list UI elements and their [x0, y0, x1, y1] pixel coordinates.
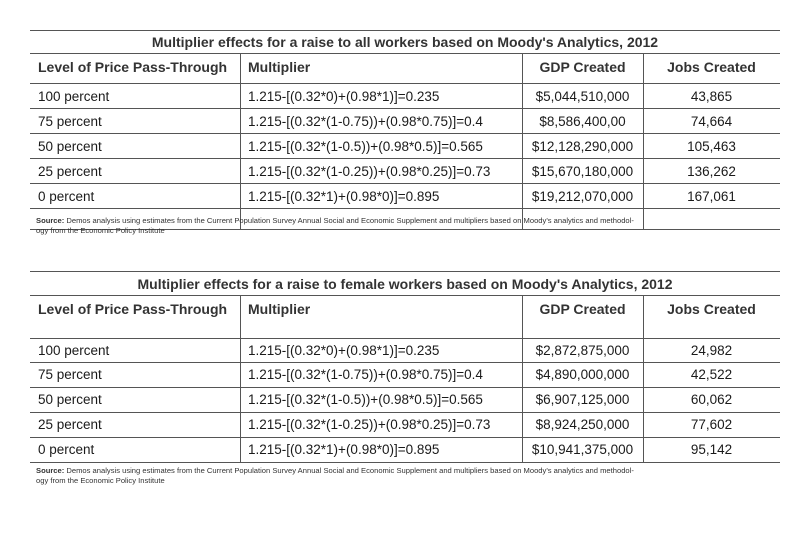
jobs-created-cell: 167,061: [687, 189, 736, 204]
gdp-created-cell: $8,924,250,000: [535, 417, 630, 432]
source-text-continued: ogy from the Economic Policy Institute: [36, 476, 165, 485]
column-header: Level of Price Pass-Through: [38, 59, 228, 75]
gdp-created-cell: $5,044,510,000: [535, 89, 630, 104]
gdp-created-cell: $15,670,180,000: [531, 164, 634, 179]
source-label: Source:: [36, 466, 65, 475]
jobs-created-cell: 43,865: [690, 89, 733, 104]
jobs-created-cell: 105,463: [687, 139, 736, 154]
price-pass-through-cell: 100 percent: [38, 89, 110, 104]
gdp-created-cell: $2,872,875,000: [535, 343, 630, 358]
table-title: Multiplier effects for a raise to female workers based on Moody's Analytics, 2012: [137, 276, 673, 292]
header-rule: [30, 338, 780, 339]
column-header: Multiplier: [248, 59, 311, 75]
multiplier-cell: 1.215-[(0.32*(1-0.25))+(0.98*0.25)]=0.73: [248, 417, 491, 432]
column-header: Multiplier: [248, 301, 311, 317]
title-rule: [30, 295, 780, 296]
jobs-created-cell: 60,062: [690, 392, 733, 407]
row-rule: [30, 437, 780, 438]
row-rule: [30, 387, 780, 388]
table-female-workers: [30, 264, 780, 494]
gdp-created-cell: $10,941,375,000: [531, 442, 634, 457]
price-pass-through-cell: 75 percent: [38, 367, 102, 382]
source-text: Demos analysis using estimates from the Current Population Survey Annual Social and Economic Supplement and multipliers based on Moody's analytics and methodol-: [64, 466, 634, 475]
multiplier-cell: 1.215-[(0.32*1)+(0.98*0)]=0.895: [248, 189, 440, 204]
multiplier-cell: 1.215-[(0.32*(1-0.75))+(0.98*0.75)]=0.4: [248, 114, 483, 129]
jobs-created-cell: 42,522: [690, 367, 733, 382]
table-top-rule: [30, 271, 780, 272]
row-rule: [30, 108, 780, 109]
column-header: Jobs Created: [667, 59, 756, 75]
price-pass-through-cell: 0 percent: [38, 189, 95, 204]
row-rule: [30, 183, 780, 184]
gdp-created-cell: $19,212,070,000: [531, 189, 634, 204]
title-rule: [30, 53, 780, 54]
jobs-created-cell: 95,142: [690, 442, 733, 457]
multiplier-cell: 1.215-[(0.32*1)+(0.98*0)]=0.895: [248, 442, 440, 457]
row-rule: [30, 133, 780, 134]
header-rule: [30, 83, 780, 84]
column-header: GDP Created: [539, 59, 626, 75]
multiplier-cell: 1.215-[(0.32*0)+(0.98*1)]=0.235: [248, 89, 440, 104]
price-pass-through-cell: 25 percent: [38, 164, 102, 179]
table-top-rule: [30, 30, 780, 31]
multiplier-cell: 1.215-[(0.32*(1-0.75))+(0.98*0.75)]=0.4: [248, 367, 483, 382]
price-pass-through-cell: 0 percent: [38, 442, 95, 457]
source-text-continued: ogy from the Economic Policy Institute: [36, 226, 165, 235]
source-note: [36, 216, 756, 236]
source-text: Demos analysis using estimates from the Current Population Survey Annual Social and Economic Supplement and multipliers based on Moody's analytics and methodol-: [64, 216, 634, 225]
price-pass-through-cell: 100 percent: [38, 343, 110, 358]
jobs-created-cell: 136,262: [687, 164, 736, 179]
price-pass-through-cell: 50 percent: [38, 392, 102, 407]
multiplier-cell: 1.215-[(0.32*(1-0.25))+(0.98*0.25)]=0.73: [248, 164, 491, 179]
table-title: Multiplier effects for a raise to all workers based on Moody's Analytics, 2012: [151, 34, 659, 50]
source-label: Source:: [36, 216, 65, 225]
price-pass-through-cell: 25 percent: [38, 417, 102, 432]
price-pass-through-cell: 50 percent: [38, 139, 102, 154]
jobs-created-cell: 74,664: [690, 114, 733, 129]
column-header: GDP Created: [539, 301, 626, 317]
row-rule: [30, 208, 780, 209]
gdp-created-cell: $12,128,290,000: [531, 139, 634, 154]
column-header: Jobs Created: [667, 301, 756, 317]
multiplier-cell: 1.215-[(0.32*(1-0.5))+(0.98*0.5)]=0.565: [248, 392, 483, 407]
col-divider: [240, 53, 241, 229]
jobs-created-cell: 77,602: [690, 417, 733, 432]
source-note: [36, 466, 756, 486]
gdp-created-cell: $4,890,000,000: [535, 367, 630, 382]
row-rule: [30, 158, 780, 159]
row-rule: [30, 362, 780, 363]
table-all-workers: [30, 22, 780, 242]
price-pass-through-cell: 75 percent: [38, 114, 102, 129]
gdp-created-cell: $8,586,400,00: [539, 114, 626, 129]
multiplier-cell: 1.215-[(0.32*(1-0.5))+(0.98*0.5)]=0.565: [248, 139, 483, 154]
gdp-created-cell: $6,907,125,000: [535, 392, 630, 407]
column-header: Level of Price Pass-Through: [38, 301, 228, 317]
jobs-created-cell: 24,982: [690, 343, 733, 358]
table-bottom-rule: [30, 462, 780, 463]
multiplier-cell: 1.215-[(0.32*0)+(0.98*1)]=0.235: [248, 343, 440, 358]
row-rule: [30, 412, 780, 413]
